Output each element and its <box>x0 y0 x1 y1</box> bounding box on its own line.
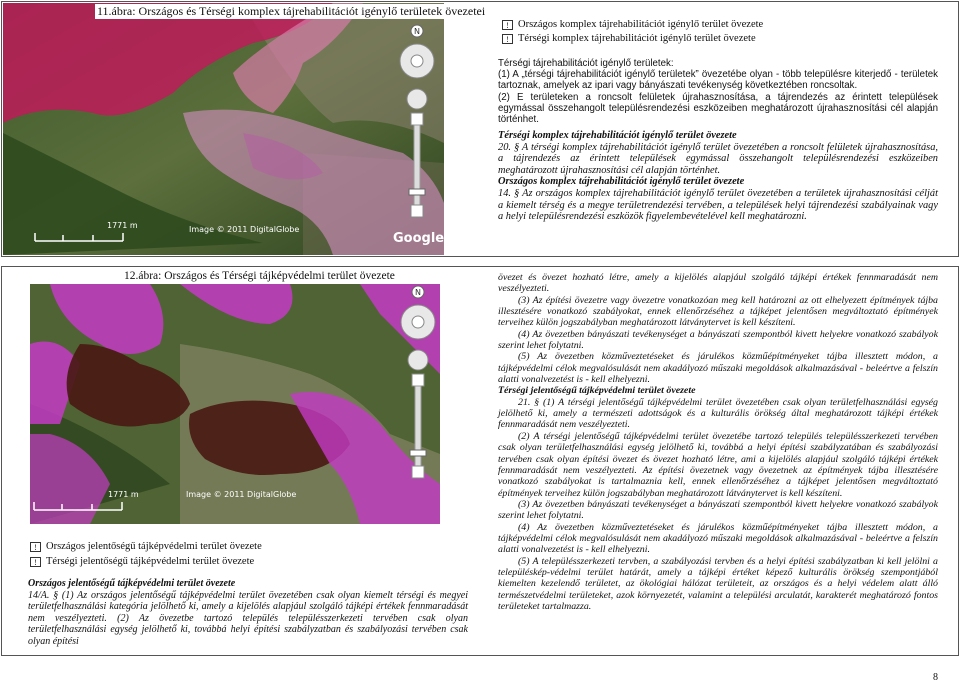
text-paragraph: (2) E területeken a roncsolt felületek újrahasznosítása, a tájrendezés az érintett települések egymással összehangolt településrendezési eszközeiben meghatározott újrahasznosítási cél alapján történhet. <box>498 91 938 126</box>
imagery-credit: Image © 2011 DigitalGlobe <box>186 490 297 499</box>
map-navigation-control[interactable] <box>395 21 439 225</box>
zoom-handle <box>409 189 425 195</box>
text-paragraph: 21. § (1) A térségi jelentőségű tájképvédelmi terület övezetében csak olyan területfelhasználási egység jelölhető ki, amely a természeti adottságok és a kulturális örökség által meghatározott tájképi értékek fennmaradását nem veszélyezteti. <box>498 396 938 431</box>
figure-11-caption: 11.ábra: Országos és Térségi komplex tájrehabilitációt igénylő területek övezetei <box>97 4 486 18</box>
text-heading: Térségi tájrehabilitációt igénylő területek: <box>498 58 674 69</box>
figure-12-caption: 12.ábra: Országos és Térségi tájképvédelmi terület övezete <box>124 270 395 282</box>
legend-label: Térségi jelentőségű tájképvédelmi terület övezete <box>46 556 255 567</box>
street-view-icon <box>408 350 428 370</box>
text-paragraph: (1) A „térségi tájrehabilitációt igénylő területek” övezetébe olyan - több településre kiterjedő - területek tartoznak, amelyek az ipari vagy bányászati tevékenység következtében roncsoltak. <box>498 69 938 92</box>
legend-label: Térségi komplex tájrehabilitációt igénylő terület övezete <box>518 33 756 44</box>
section-heading: Térségi komplex tájrehabilitációt igénylő terület övezete <box>498 130 737 141</box>
legend-swatch: ! <box>502 34 513 44</box>
legend-swatch: ! <box>502 20 513 30</box>
legend-item-regional-rehab <box>502 33 756 44</box>
svg-text:N: N <box>414 27 420 36</box>
top-text-block <box>498 58 938 125</box>
legend-item-regional-landscape <box>30 556 254 567</box>
svg-text:N: N <box>415 288 421 297</box>
bottom-left-text <box>28 578 468 648</box>
satellite-map-11 <box>3 3 444 255</box>
text-paragraph: 14/A. § (1) Az országos jelentőségű tájképvédelmi terület övezetében csak olyan kiemelt térségi és megyei területfelhasználási kategória jelölhető ki, amely a kijelölés alapjául szolgáló tájképi értékek fennmaradását nem veszélyezteti. (2) Az övezetbe tartozó település településszerkezeti tervében csak olyan területfelhasználási egység jelölhető ki, továbbá helyi építési szabályzatban és szabályozási tervében csak olyan építési <box>28 589 468 647</box>
text-paragraph: 14. § Az országos komplex tájrehabilitációt igénylő terület övezetében a területek újrahasznosítási célját a kiemelt térség és a megye területrendezési tervében, a települések helyi tájrendezési szabályainak vagy a helyi településrendezési eszközök figyelembevételével kell meghatározni. <box>498 187 938 223</box>
imagery-credit: Image © 2011 DigitalGlobe <box>189 225 300 234</box>
text-paragraph: (3) Az építési övezetre vagy övezetre vonatkozóan meg kell határozni az ott elhelyezett építmények tájba illesztésére vonatkozó szabályokat, ennek ellenőrzéséhez a tájképet jelentősen megváltoztató építmények terveihez külön jogszabályban meghatározott látványtervet is kell készíteni. <box>498 294 938 329</box>
google-logo: Google <box>393 231 444 246</box>
zoom-out-icon <box>411 205 423 217</box>
legend-swatch: ! <box>30 557 41 567</box>
right-column-text <box>498 272 938 612</box>
map-figure-11 <box>3 3 444 255</box>
scale-label: 1771 m <box>107 221 138 230</box>
zoom-out-icon <box>412 466 424 478</box>
street-view-icon <box>407 89 427 109</box>
section-heading: Térségi jelentőségű tájképvédelmi terület övezete <box>498 385 696 397</box>
zoom-in-icon <box>411 113 423 125</box>
section-heading: Országos komplex tájrehabilitációt igénylő terület övezete <box>498 176 745 188</box>
map-figure-12 <box>30 284 440 524</box>
legend-swatch: ! <box>30 542 41 552</box>
legend-label: Országos jelentőségű tájképvédelmi terület övezete <box>46 541 262 552</box>
text-paragraph: (4) Az övezetben bányászati tevékenységet a bányászati szempontból kivett helyekre vonatkozó szabályok szerint lehet folytatni. <box>498 328 938 352</box>
top-text-block-2 <box>498 130 938 223</box>
page-number: 8 <box>933 672 938 683</box>
legend-item-national-landscape <box>30 541 262 552</box>
map-navigation-control[interactable] <box>396 284 440 488</box>
text-paragraph: (5) Az övezetben közműveztetéseket és járulékos közműépítményeket tájba illesztett módon, a tájképvédelmi célok megvalósulását nem akadályozó műszaki megoldások alkalmazásával - beleértve a felszín alatti vonalvezetést is - kell elhelyezni. <box>498 351 938 386</box>
satellite-map-12 <box>30 284 440 524</box>
legend-label: Országos komplex tájrehabilitációt igénylő terület övezete <box>518 19 764 30</box>
zoom-handle <box>410 450 426 456</box>
text-paragraph: (4) Az övezetben közműveztetéseket és járulékos közműépítményeket tájba illesztett módon, a tájképvédelmi célok megvalósulását nem akadályozó műszaki megoldások alkalmazásával - beleértve a felszín alatti vonalvezetést is - kell elhelyezni. <box>498 521 938 556</box>
text-paragraph: övezet és övezet hozható létre, amely a kijelölés alapjául szolgáló tájképi értékek fennmaradását nem veszélyezteti. <box>498 272 938 295</box>
legend-item-national-rehab <box>502 19 763 30</box>
text-paragraph: (2) A térségi jelentőségű tájképvédelmi terület övezetébe tartozó település településszerkezeti tervében csak olyan területfelhasználási egység jelölhető ki, továbbá a helyi építési szabályzatában és szabályozási tervében csak olyan építési övezet és övezet hozható létre, ami a kijelölés alapjául szolgáló tájképi értékek fennmaradását nem veszélyezteti. Az építési övezetnek vagy övezetnek az építmények tájba illesztésére vonatkozó szabályokat is tartalmaznia kell, ennek ellenőrzéséhez a tájképet jelentősen megváltoztató építmények terveihez külön jogszabályban meghatározott látványtervet is kell készíteni. <box>498 430 938 499</box>
text-paragraph: (5) A településszerkezeti tervben, a szabályozási tervben és a helyi építési szabályzatban ki kell jelölni a településkép-védelmi terület határát, amely a tájképi értéket képező kulturális örökség szempontjából kiemelten kezelendő területet, az ökológiai hálózat területeit, az országos és a helyi védelem alatt álló természetvédelmi területeket, azok környezetét, valamint a települési arculatát, karakterét meghatározó fontos területeket tartalmazza. <box>498 555 938 612</box>
text-paragraph: (3) Az övezetben bányászati tevékenységet a bányászati szempontból kivett helyekre vonatkozó szabályok szerint lehet folytatni. <box>498 498 938 522</box>
text-paragraph: 20. § A térségi komplex tájrehabilitációt igénylő terület övezetében a roncsolt felületek újrahasznosítása, a tájrendezés az érintett települések egymással összehangolt településrendezési eszközeiben meghatározott újrahasznosítási cél alapján történhet. <box>498 141 938 176</box>
scale-label: 1771 m <box>108 490 139 499</box>
zoom-in-icon <box>412 374 424 386</box>
section-heading: Országos jelentőségű tájképvédelmi terület övezete <box>28 578 236 589</box>
